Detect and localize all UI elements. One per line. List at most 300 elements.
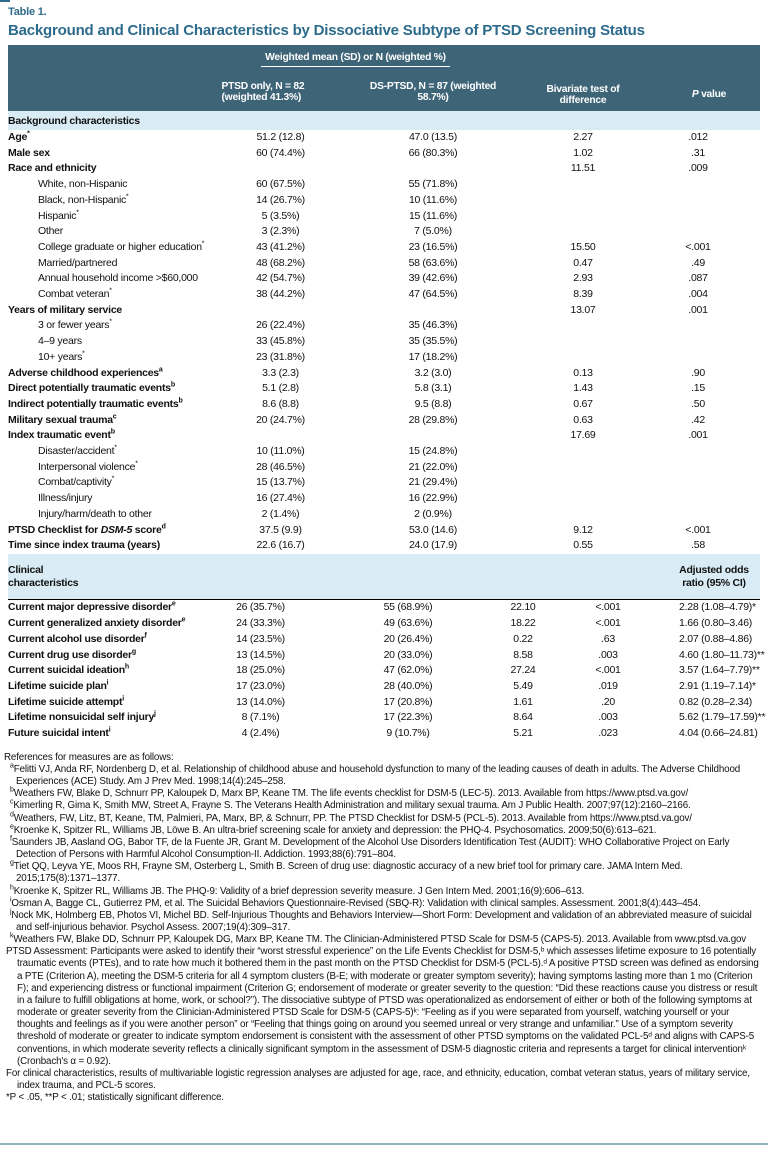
row-label: Adverse childhood experiences$^a$ [8,366,163,379]
row-label: 3 or fewer years* [38,318,112,332]
footnote-marker: a [158,366,163,374]
footnote-marker: * [111,475,115,483]
cell-c4: .49 [691,256,705,269]
note-paragraph: For clinical characteristics, results of multivariable logistic regression analyses are adjusted for age, race, and ethnicity, education, combat veteran status, years of military service, index trauma, and PCL-5 scores. [6,1067,750,1092]
reference-item: $^b$Weathers FW, Blake D, Schnurr PP, Kaloupek D, Marx BP, Keane TM. The life events checklist for DSM-5 (LEC-5). 2013. Available from https://www.ptsd.va.gov/ [10,787,689,800]
reference-letter: c [10,799,14,807]
cell-c4: .001 [688,429,708,442]
row-label: Current suicidal ideation$^h$ [8,663,129,677]
cell-c4: .50 [691,397,705,410]
clinical-band-row [8,554,760,600]
table-row [8,303,760,319]
cell-c4 [658,177,760,193]
row-label: Indirect potentially traumatic events$^b$ [8,397,183,410]
table-row [8,177,760,193]
cell-c1: 15 (13.7%) [256,476,305,489]
cell-c1: 2 (1.4%) [261,507,300,520]
footnote-marker: d [161,523,166,531]
table-row [8,632,760,648]
row-label: 4–9 years [38,335,82,348]
footnote-marker: e [181,616,186,624]
cell-c2: 66 (80.3%) [408,146,458,159]
cell-c1: 37.5 (9.9) [259,523,302,536]
cell-c3: 0.67 [573,397,593,410]
cell-c3 [508,224,658,240]
cell-c2: 28 (40.0%) [383,680,433,692]
cell-c1: 17 (23.0%) [236,680,285,692]
row-label: Other [38,225,64,238]
cell-c4 [658,460,760,476]
cell-c2: 5.8 (3.1) [414,382,452,395]
row-label: Current generalized anxiety disorder$^e$ [8,616,186,630]
cell-c1: 42 (54.7%) [256,272,305,285]
footnote-marker: i [122,695,124,703]
reference-letter: i [10,896,12,904]
cell-c3: 8.39 [573,288,593,301]
cell-c3: 1.61 [513,695,533,708]
table-row [8,271,760,287]
section-band-row [8,111,760,130]
col-header-ptsd-only: PTSD only, N = 82 (weighted 41.3%) [203,71,358,111]
reference-item: $^k$Weathers FW, Blake DD, Schnurr PP, Kaloupek DG, Marx BP, Keane TM. The Clinician-Administered PTSD Scale for DSM-5 (CAPS-5). 2013. Available from www.ptsd.va.gov [10,932,747,946]
row-label: Index traumatic event$^b$ [8,428,115,442]
footnote-marker: * [114,444,117,452]
cell-c3: 0.22 [513,632,533,645]
cell-c1: 26 (22.4%) [256,319,305,332]
table-header [8,45,760,111]
cell-c1: 8.6 (8.8) [262,397,299,410]
cell-c2: 39 (42.6%) [408,272,458,285]
table-row [8,161,760,177]
cell-c4 [658,224,760,240]
row-label: Military sexual trauma$^c$ [8,413,117,426]
table-row [8,287,760,303]
cell-c5: 4.04 (0.66–24.81) [679,727,758,740]
table-row [8,491,760,507]
cell-c4: .15 [691,382,705,395]
cell-c2: 3.2 (3.0) [414,366,452,379]
reference-item: $^a$Felitti VJ, Anda RF, Nordenberg D, et al. Relationship of childhood abuse and household dysfunction to many of the leading causes of death in adults. The Adverse Childhood Experiences (ACE) Study. Am J Prev Med. 1998;14(4):245–258. [10,762,741,788]
footnotes [4,752,762,1105]
cell-c2: 49 (63.6%) [383,617,433,630]
footnote-marker: b [178,397,183,405]
cell-c1: 5.1 (2.8) [262,382,299,395]
cell-c3: 1.43 [573,382,593,395]
cell-c4 [658,475,760,491]
cell-c1: 5 (3.5%) [261,209,300,222]
cell-c2: 58 (63.6%) [408,256,458,269]
cell-c1 [203,303,358,319]
cell-c4: .023 [598,727,618,740]
row-label: Annual household income >$60,000 [38,272,198,285]
cell-c1: 51.2 (12.8) [256,131,305,143]
reference-letter: b [10,787,14,795]
cell-c1: 33 (45.8%) [256,335,305,348]
table-row [8,350,760,366]
band-spacer [188,554,653,600]
reference-list [4,764,762,946]
cell-c3: 5.49 [513,680,533,692]
cell-c4 [658,334,760,350]
row-label: Combat/captivity* [38,475,115,489]
cell-c5: 5.62 (1.79–17.59)** [679,711,766,724]
cell-c4 [658,318,760,334]
footnote-marker: * [76,209,79,217]
col-header-p-value: P value [658,71,760,111]
table-row [8,428,760,444]
cell-c4 [658,491,760,507]
empty-header-cell [8,45,203,71]
cell-c2: 55 (71.8%) [408,178,458,191]
cell-c1: 18 (25.0%) [236,664,285,677]
row-label: Current alcohol use disorder$^f$ [8,632,147,645]
row-label: Direct potentially traumatic events$^b$ [8,381,175,395]
footnote-marker: i [108,726,111,734]
table-row [8,240,760,256]
cell-c3: 1.02 [573,146,593,159]
cell-c5: 2.07 (0.88–4.86) [679,632,753,645]
row-label: Race and ethnicity [8,162,97,175]
table-row [8,616,760,632]
section-label-clinical: Clinical characteristics [8,554,188,600]
table-row [8,695,760,711]
cell-c4: .019 [598,680,618,692]
footnote-marker: * [27,130,30,138]
cell-c2: 47 (64.5%) [408,288,458,301]
cell-c3: 27.24 [510,664,536,677]
table-row [8,648,760,664]
cell-c4: .58 [691,539,705,552]
cell-c2: 24.0 (17.9) [408,539,458,552]
row-label: Married/partnered [38,256,118,269]
cell-c5: 1.66 (0.80–3.46) [679,617,753,630]
table-row [8,193,760,209]
cell-c2 [358,161,508,177]
cell-c3 [508,318,658,334]
row-label: Age* [8,130,30,143]
cell-c4: .087 [688,272,708,285]
table-caption-block [0,0,768,39]
cell-c4: <.001 [685,523,711,536]
cell-c2 [358,303,508,319]
cell-c3: 9.12 [573,523,593,536]
table-row [8,475,760,491]
clinical-rows [8,600,766,742]
cell-c4: .63 [601,632,615,645]
table-row [8,413,760,429]
table-row [8,444,760,460]
cell-c2 [358,428,508,444]
row-label: Time since index trauma (years) [8,539,160,552]
footnote-marker: b [110,428,115,436]
reference-item: $^e$Kroenke K, Spitzer RL, Williams JB, Löwe B. An ultra-brief screening scale for anxiety and depression: the PHQ-4. Psychosomatics. 2009;50(6):613–621. [10,823,657,836]
footnote-intro: References for measures are as follows: [4,751,174,763]
footnote-marker: * [135,460,138,468]
cell-c2: 35 (46.3%) [408,319,458,332]
footnote-marker: e [171,600,176,608]
cell-c2: 15 (11.6%) [408,209,458,222]
cell-c5: 3.57 (1.64–7.79)** [679,664,760,677]
section-label-background: Background characteristics [8,111,760,130]
cell-c4: .20 [601,695,615,708]
cell-c1: 4 (2.4%) [241,727,280,740]
table-row [8,460,760,476]
cell-c4: <.001 [595,617,621,630]
cell-c4 [658,193,760,209]
table-row [8,318,760,334]
row-label: Years of military service [8,303,122,316]
cell-c3: 2.93 [573,272,593,285]
row-label: Lifetime suicide attempt$^i$ [8,695,124,708]
row-label: Injury/harm/death to other [38,507,152,520]
col-header-bivariate: Bivariate test of difference [508,71,658,111]
reference-item: $^c$Kimerling R, Gima K, Smith MW, Street A, Frayne S. The Veterans Health Administration and military sexual trauma. Am J Public Health. 2007;97(12):2160–2166. [10,799,691,812]
row-label: Current major depressive disorder$^e$ [8,600,176,614]
cell-c3: 11.51 [570,162,596,175]
cell-c4 [658,507,760,523]
cell-c1: 13 (14.5%) [236,648,285,661]
reference-item: $^g$Tiet QQ, Leyva YE, Moos RH, Frayne SM, Osterberg L, Smith B. Screen of drug use: diagnostic accuracy of a new brief tool for primary care. JAMA Intern Med. 2015;175(8):1371–1377. [10,859,683,885]
cell-c2: 9 (10.7%) [386,727,430,740]
reference-item: $^h$Kroenke K, Spitzer RL, Williams JB. The PHQ-9: Validity of a brief depression severity measure. J Gen Intern Med. 2001;16(9):606–613. [10,884,585,897]
cell-c2: 47.0 (13.5) [408,131,458,143]
cell-c4: .31 [691,146,705,159]
row-label: PTSD Checklist for DSM-5 score$^d$ [8,523,166,536]
table-row [8,600,760,616]
cell-c3 [508,193,658,209]
cell-c2: 21 (29.4%) [408,476,458,489]
footnote-marker: f [144,632,147,640]
cell-c4: .009 [688,162,708,175]
cell-c2: 17 (18.2%) [408,350,458,363]
cell-c2: 15 (24.8%) [408,445,458,458]
cell-c3: 17.69 [570,429,596,442]
empty-header-cell [8,71,203,111]
empty-header-cell [508,45,658,71]
table-row [8,334,760,350]
reference-letter: h [10,884,14,892]
cell-c4: .90 [691,366,705,379]
footnote-marker: b [170,381,175,389]
background-characteristics-table [8,45,760,554]
cell-c2: 20 (33.0%) [383,648,433,661]
spanner-header-cell [203,45,508,71]
table-row [8,726,760,742]
cell-c1: 26 (35.7%) [236,601,285,614]
cell-c2: 10 (11.6%) [408,193,458,206]
row-label: Current drug use disorder$^g$ [8,648,136,661]
cell-c3 [508,507,658,523]
reference-letter: a [10,762,14,770]
reference-letter: g [10,859,14,867]
cell-c2: 20 (26.4%) [383,632,433,645]
cell-c3 [508,209,658,225]
cell-c3: 0.13 [573,366,593,379]
reference-item: $^f$Saunders JB, Aasland OG, Babor TF, de la Fuente JR, Grant M. Development of the Alcohol Use Disorders Identification Test (AUDIT): WHO Collaborative Project on Early Detection of Persons with Harmful Alcohol Consumption-II. Addiction. 1993;88(6):791–804. [10,835,730,861]
cell-c4: .012 [688,131,708,143]
footnote-marker: * [82,350,85,358]
cell-c3: 0.63 [573,413,593,426]
col-header-ds-ptsd: DS-PTSD, N = 87 (weighted 58.7%) [358,71,508,111]
cell-c5: 2.91 (1.19–7.14)* [679,680,756,692]
cell-c3 [508,475,658,491]
bottom-rule [0,1143,768,1145]
table-row [8,710,760,726]
cell-c1: 60 (67.5%) [256,178,305,191]
cell-c3: 18.22 [510,617,536,630]
cell-c2: 53.0 (14.6) [408,523,458,536]
spanner-row [8,45,760,71]
cell-c3: 22.10 [510,601,536,614]
cell-c1: 3.3 (2.3) [262,366,299,379]
cell-c3: 15.50 [570,240,596,253]
cell-c3: 2.27 [573,131,593,143]
cell-c3 [508,177,658,193]
cell-c4: .003 [598,711,618,724]
footnote-marker: g [131,648,136,656]
cell-c2: 47 (62.0%) [383,664,433,677]
cell-c4 [658,209,760,225]
row-label: Illness/injury [38,492,93,505]
table-row [8,130,760,146]
cell-c4: <.001 [685,240,711,253]
spanner-label: Weighted mean (SD) or N (weighted %) [261,52,450,67]
row-label: Interpersonal violence* [38,460,138,473]
background-rows [8,130,760,554]
table-row [8,397,760,413]
cell-c2: 35 (35.5%) [408,335,458,348]
footnote-marker: i [106,679,109,687]
cell-c1 [203,161,358,177]
cell-c1: 60 (74.4%) [256,146,305,159]
aor-column-header: Adjusted odds ratio (95% CI) [653,554,760,600]
cell-c3 [508,350,658,366]
cell-c3: 0.55 [573,539,593,552]
row-label: Lifetime nonsuicidal self injury$^j$ [8,710,156,724]
note-paragraphs [4,946,762,1104]
cell-c3 [508,444,658,460]
row-label: Male sex [8,146,50,159]
footnote-marker: * [109,287,112,295]
footnote-marker: * [201,240,205,248]
cell-c4: .004 [688,288,708,301]
reference-item: $^d$Weathers, FW, Litz, BT, Keane, TM, Palmieri, PA, Marx, BP, & Schnurr, PP. The PTSD Checklist for DSM-5 (PCL-5). 2013. Available from https://www.ptsd.va.gov/ [10,811,692,824]
cell-c2: 9.5 (8.8) [414,397,452,410]
table-row [8,679,760,695]
note-paragraph: PTSD Assessment: Participants were asked to identify their “worst stressful experience” on the Life Events Checklist for DSM-5,ᵇ which assesses lifetime exposure to 16 potentially traumatic events (PTEs), and to rate how much it bothered them in the past month on the PTSD Checklist for DSM-5 (PCL-5).ᵈ A positive PTSD screen was defined as endorsing a PTE (Criterion A), meeting the DSM-5 criteria for all 4 symptom clusters (B-E; with moderate or greater symptom severity); having symptoms lasting more than 1 mo (Criterion F); and experiencing distress or functional impairment (Criterion G; endorsement of moderate or greater severity to the question: “Did these reactions cause you distress or result in a failure to fulfill obligations at home, work, or school?”). The dissociative subtype of PTSD was operationalized as endorsement of either or both of the following symptoms at moderate or greater severity from the Clinician-Administered PTSD Scale for DSM-5 (CAPS-5)ᵏ: “Feeling as if you were separated from yourself, watching yourself or your thoughts and feelings as if you were another person” or “Feeling that things going on around you seemed unreal or very strange and unfamiliar.” Use of a symptom severity threshold of moderate or greater to indicate symptom endorsement is consistent with the assessment of other PTSD symptoms on the validated PCL-5ᵈ and aligns with CAPS-5 conventions, in which moderate severity reflects a clinically significant symptom in the assessment of DSM-5 diagnostic criteria and represents a target for clinical interventionᵏ (Cronbach's α = 0.92). [6,946,759,1067]
reference-item: $^i$Osman A, Bagge CL, Gutierrez PM, et al. The Suicidal Behaviors Questionnaire-Revised (SBQ-R): Validation with clinical samples. Assessment. 2001;8(4):443–454. [10,896,701,909]
page-title: Background and Clinical Characteristics by Dissociative Subtype of PTSD Screening Status [8,22,645,39]
table-row [8,209,760,225]
empty-header-cell [658,45,760,71]
table-row [8,538,760,554]
cell-c2: 16 (22.9%) [408,492,458,505]
row-label: Future suicidal intent$^i$ [8,726,111,740]
cell-c3: 8.58 [513,648,533,661]
table-row [8,366,760,382]
cell-c2: 2 (0.9%) [414,507,452,520]
cell-c1: 23 (31.8%) [256,350,305,363]
cell-c4: <.001 [595,601,621,614]
reference-item: $^j$Nock MK, Holmberg EB, Photos VI, Michel BD. Self-Injurious Thoughts and Behaviors Interview—Short Form: Development and validation of an abbreviated measure of suicidal and self-injurious behavior. Psychol Assess. 2007;19(4):309–317. [10,908,752,933]
cell-c2: 55 (68.9%) [383,601,433,614]
cell-c2: 21 (22.0%) [408,460,458,473]
reference-letter: e [10,823,14,831]
row-label: 10+ years* [38,350,85,363]
cell-c5: 2.28 (1.08–4.79)* [679,601,756,614]
cell-c3: 5.21 [513,727,533,740]
row-label: Lifetime suicide plan$^i$ [8,679,109,692]
row-label: College graduate or higher education* [38,240,205,253]
reference-letter: j [10,908,12,916]
cell-c1: 22.6 (16.7) [256,539,305,552]
cell-c4: .001 [688,303,708,316]
cell-c2: 23 (16.5%) [408,240,458,253]
cell-c3 [508,491,658,507]
cell-c4: .003 [598,648,618,661]
table-row [8,523,760,539]
cell-c3 [508,460,658,476]
cell-c2: 28 (29.8%) [408,413,458,426]
table-row [8,224,760,240]
footnote-marker: c [112,413,117,421]
footnote-marker: j [154,710,156,718]
footnote-marker: h [124,663,129,671]
clinical-characteristics-table [8,554,766,742]
top-edge-mark [0,0,10,2]
cell-c1: 20 (24.7%) [256,413,305,426]
column-header-row [8,71,760,111]
cell-c1: 24 (33.3%) [236,617,285,630]
row-label: Hispanic* [38,209,79,222]
cell-c1: 28 (46.5%) [256,460,305,473]
table-row [8,146,760,162]
cell-c3: 8.64 [513,711,533,724]
reference-letter: d [10,811,14,819]
table-number: Table 1. [8,6,47,18]
reference-letter: f [10,835,12,843]
cell-c1: 16 (27.4%) [256,492,305,505]
cell-c1: 43 (41.2%) [256,240,305,253]
cell-c1: 38 (44.2%) [256,288,305,301]
cell-c2: 17 (22.3%) [383,711,433,724]
cell-c2: 17 (20.8%) [383,695,433,708]
note-paragraph: *P < .05, **P < .01; statistically significant difference. [6,1092,224,1104]
cell-c5: 0.82 (0.28–2.34) [679,695,753,708]
footnote-marker: * [109,318,112,326]
cell-c1: 14 (26.7%) [256,193,305,206]
cell-c4 [658,350,760,366]
cell-c1 [203,428,358,444]
row-label: Combat veteran* [38,287,112,301]
row-label: Disaster/accident* [38,444,117,458]
table-row [8,663,760,679]
row-label: White, non-Hispanic [38,178,128,191]
cell-c3: 13.07 [570,303,596,316]
cell-c5: 4.60 (1.80–11.73)** [679,648,765,661]
cell-c3: 0.47 [573,256,593,269]
reference-letter: k [10,932,14,940]
table-row [8,256,760,272]
cell-c1: 3 (2.3%) [261,225,300,238]
table-row [8,381,760,397]
cell-c4: .42 [691,413,705,426]
cell-c4 [658,444,760,460]
cell-c1: 8 (7.1%) [241,711,280,724]
cell-c1: 14 (23.5%) [236,632,285,645]
cell-c3 [508,334,658,350]
row-label: Black, non-Hispanic* [38,193,129,206]
